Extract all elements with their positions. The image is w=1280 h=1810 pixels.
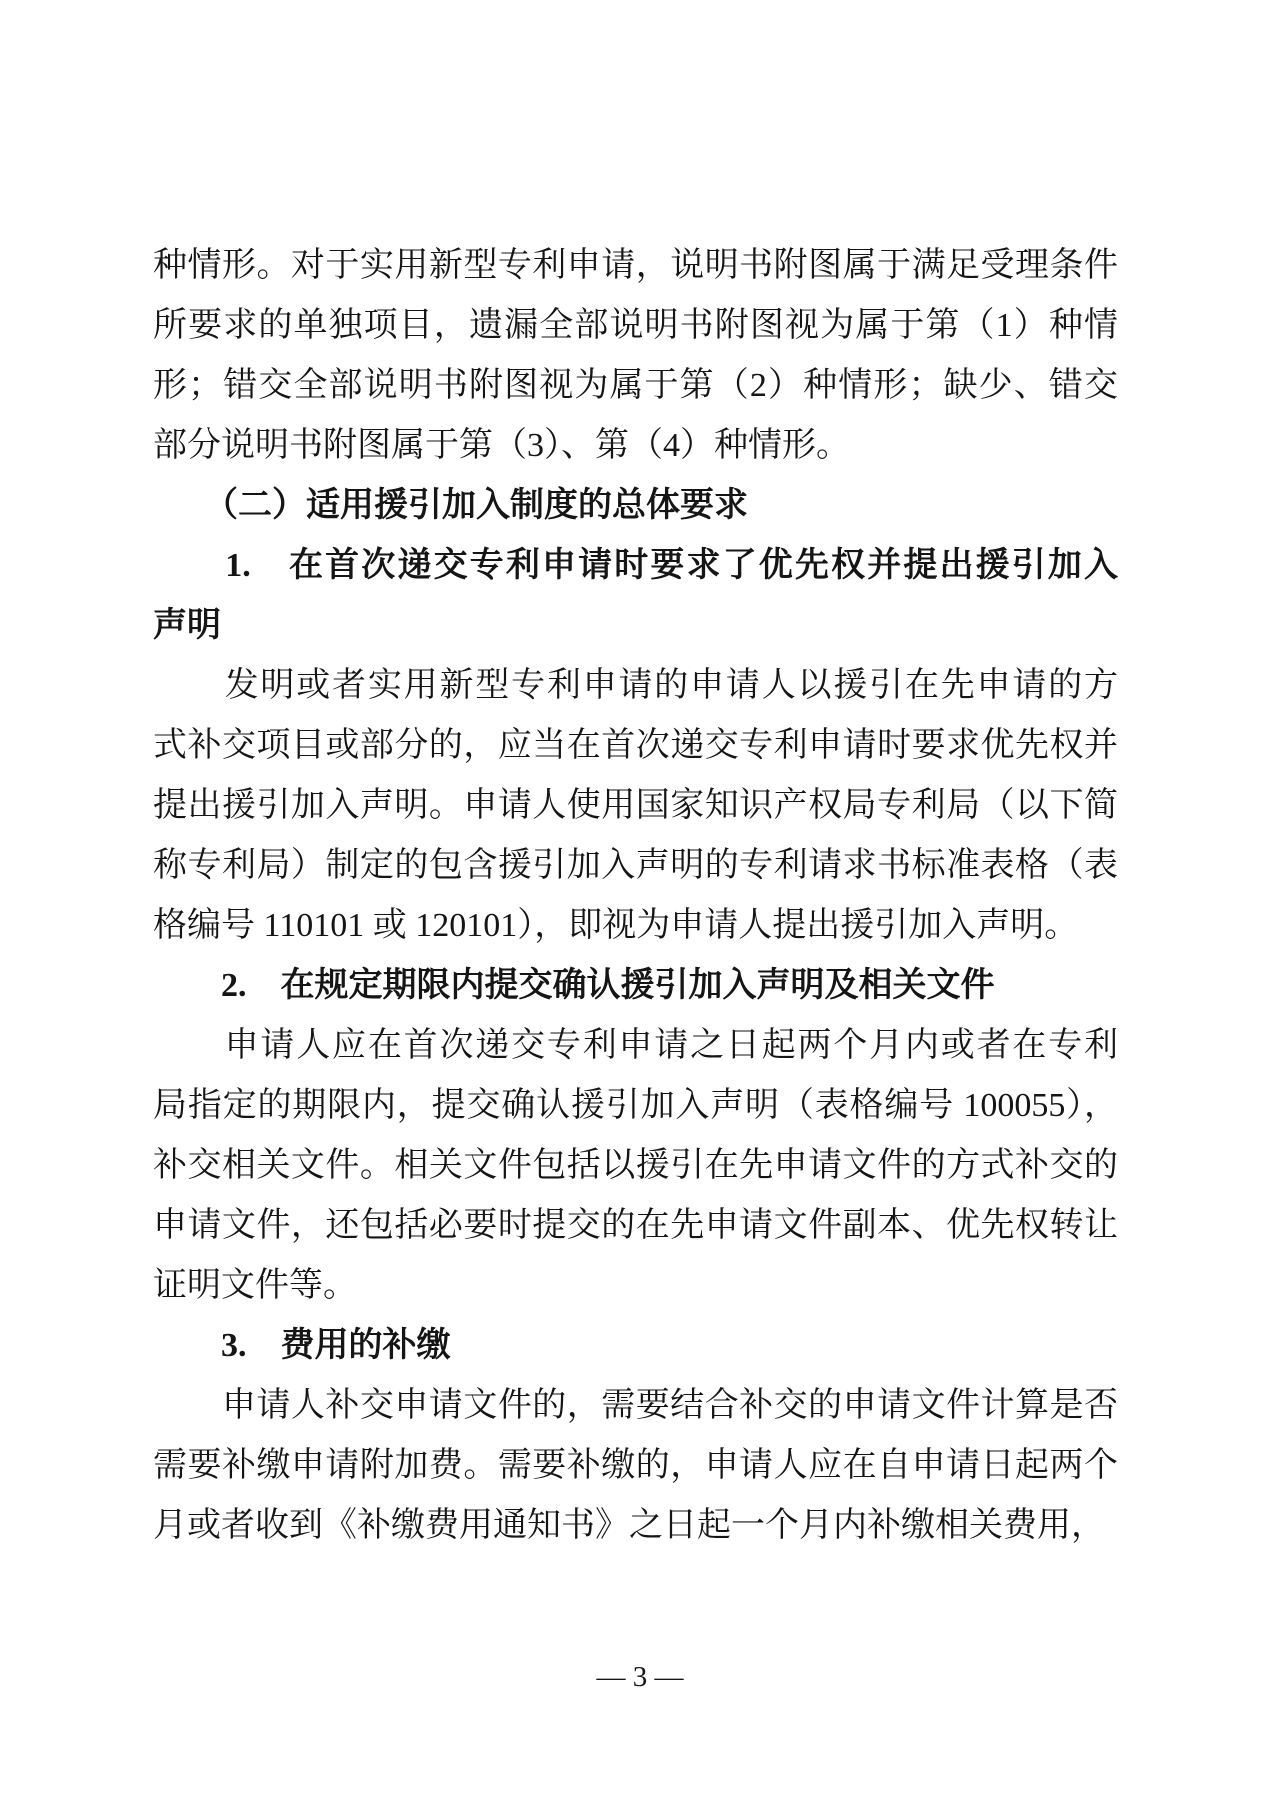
page-number: — 3 — <box>596 1661 684 1693</box>
text-line: 所要求的单独项目，遗漏全部说明书附图视为属于第（1）种情 <box>153 307 1118 344</box>
text-line: 补交相关文件。相关文件包括以援引在先申请文件的方式补交的 <box>153 1147 1118 1184</box>
text-line: 提出援引加入声明。申请人使用国家知识产权局专利局（以下简 <box>153 787 1118 824</box>
text-line: 需要补缴申请附加费。需要补缴的，申请人应在自申请日起两个 <box>153 1447 1118 1484</box>
text-line: 种情形。对于实用新型专利申请，说明书附图属于满足受理条件 <box>153 247 1118 284</box>
text-line: 部分说明书附图属于第（3）、第（4）种情形。 <box>153 427 850 464</box>
text-line: （二）适用援引加入制度的总体要求 <box>153 487 748 524</box>
text-line: 称专利局）制定的包含援引加入声明的专利请求书标准表格（表 <box>153 847 1118 884</box>
page-footer <box>0 1647 1280 1707</box>
heading-block <box>153 476 1118 536</box>
text-line: 申请人补交申请文件的，需要结合补交的申请文件计算是否 <box>153 1387 1118 1424</box>
text-line: 申请人应在首次递交专利申请之日起两个月内或者在专利 <box>153 1027 1118 1064</box>
heading-block <box>153 1316 1118 1376</box>
text-line: 1. 在首次递交专利申请时要求了优先权并提出援引加入 <box>153 547 1118 584</box>
heading-block <box>153 956 1118 1016</box>
text-line: 申请文件，还包括必要时提交的在先申请文件副本、优先权转让 <box>153 1207 1118 1244</box>
text-line: 3. 费用的补缴 <box>153 1327 451 1364</box>
paragraph-block <box>153 1016 1118 1316</box>
paragraph-block <box>153 1376 1118 1556</box>
text-line: 局指定的期限内，提交确认援引加入声明（表格编号 100055）， <box>153 1087 1118 1124</box>
text-line: 月或者收到《补缴费用通知书》之日起一个月内补缴相关费用， <box>153 1507 1105 1544</box>
text-line: 式补交项目或部分的，应当在首次递交专利申请时要求优先权并 <box>153 727 1118 764</box>
text-line: 格编号 110101 或 120101），即视为申请人提出援引加入声明。 <box>153 907 1079 944</box>
paragraph-block <box>153 656 1118 956</box>
text-line: 发明或者实用新型专利申请的申请人以援引在先申请的方 <box>153 667 1118 704</box>
heading-block <box>153 536 1118 656</box>
document-body <box>153 236 1118 1556</box>
text-line: 2. 在规定期限内提交确认援引加入声明及相关文件 <box>153 967 995 1004</box>
text-line: 证明文件等。 <box>153 1267 357 1304</box>
text-line: 声明 <box>153 607 221 644</box>
paragraph-block <box>153 236 1118 476</box>
text-line: 形；错交全部说明书附图视为属于第（2）种情形；缺少、错交 <box>153 367 1118 404</box>
